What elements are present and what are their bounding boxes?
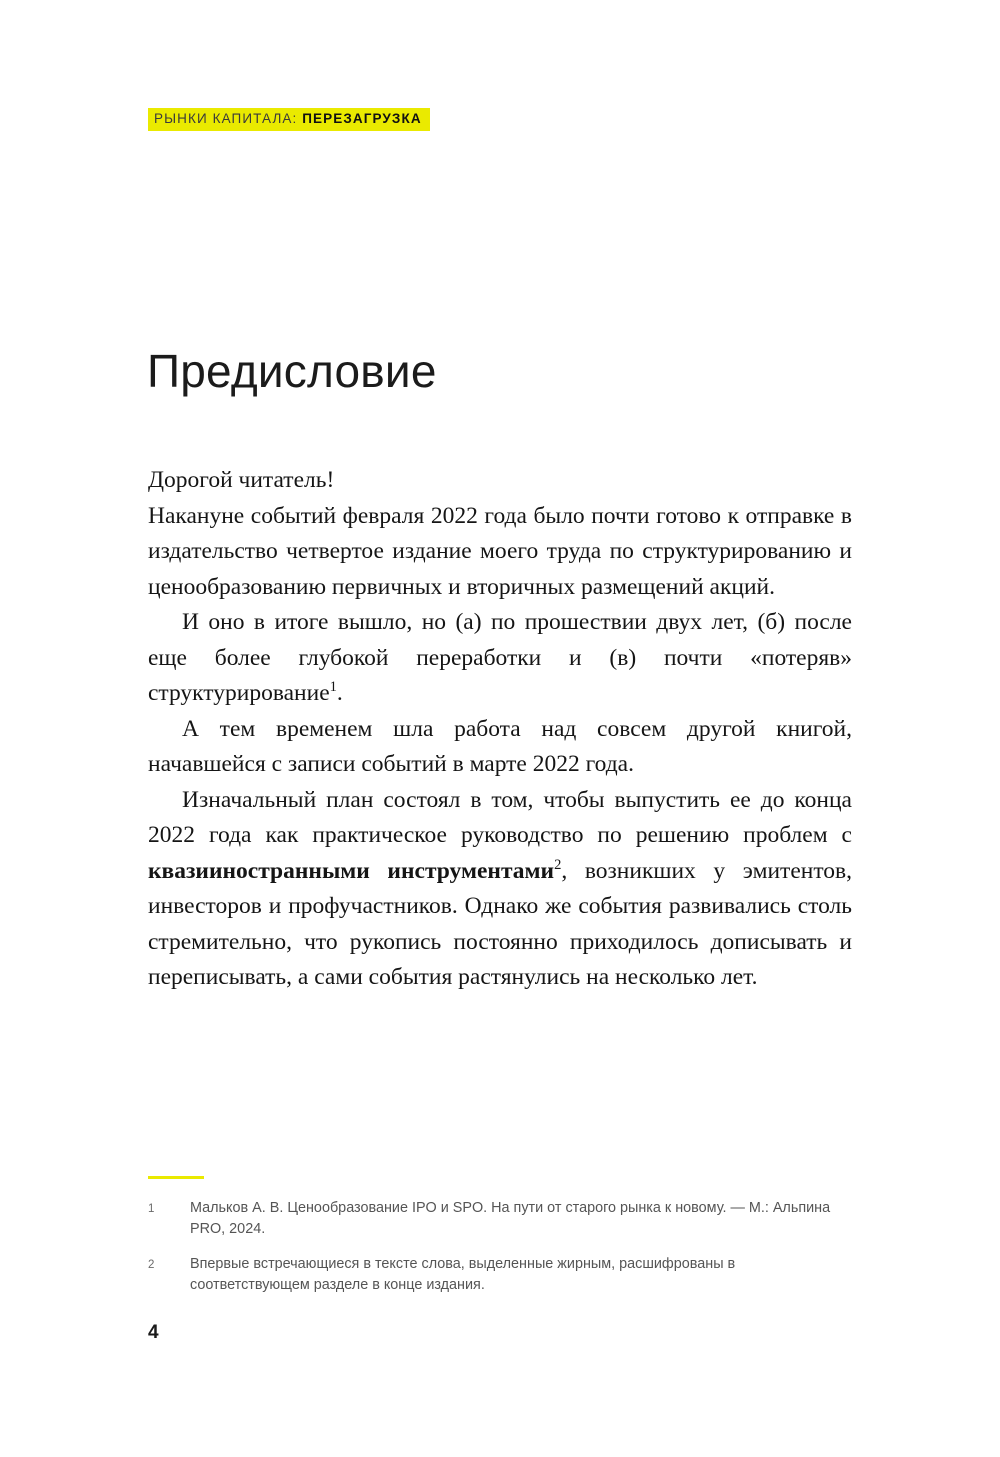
footnote-text: Впервые встречающиеся в тексте слова, выделенные жирным, расшифрованы в соответствующем разделе в конце издания. bbox=[190, 1256, 736, 1293]
body-text bbox=[148, 463, 852, 996]
page-number: 4 bbox=[148, 1322, 159, 1343]
paragraph-2-tail: . bbox=[336, 680, 343, 706]
paragraph-4-tail: , возникших у эмитентов, инвесторов и профучастников. Однако же события развивались столь стремительно, что рукопись постоянно приходилось дописывать и переписывать, а сами события растянулись на несколько лет. bbox=[148, 857, 853, 990]
running-head-strong: ПЕРЕЗАГРУЗКА bbox=[302, 111, 422, 126]
footnote-ref-2[interactable]: 2 bbox=[554, 856, 562, 873]
paragraph-3: А тем временем шла работа над совсем другой книгой, начавшейся с записи событий в марте 2022 года. bbox=[148, 715, 852, 777]
paragraph-1: Накануне событий февраля 2022 года было почти готово к отправке в издательство четвертое издание моего труда по структурированию и ценообразованию первичных и вторичных размещений акций. bbox=[148, 502, 852, 600]
paragraph-4-text: Изначальный план состоял в том, чтобы выпустить ее до конца 2022 года как практическое руководство по решению проблем с bbox=[148, 786, 852, 848]
footnote-marker: 1 bbox=[148, 1203, 155, 1215]
footnote-list bbox=[148, 1198, 854, 1310]
paragraph-2 bbox=[148, 605, 852, 712]
running-head-prefix: РЫНКИ КАПИТАЛА: bbox=[154, 111, 303, 126]
running-head bbox=[148, 108, 430, 131]
paragraph-4-bold-term: квазииностранными инструментами bbox=[148, 857, 555, 884]
footnote-ref-1[interactable]: 1 bbox=[329, 679, 337, 696]
page-title: Предисловие bbox=[147, 345, 437, 397]
footnote-text: Мальков А. В. Ценообразование IPO и SPO. На пути от старого рынка к новому. — М.: Альпина PRO, 2024. bbox=[190, 1200, 831, 1237]
footnote-item bbox=[148, 1198, 854, 1240]
greeting-line: Дорогой читатель! bbox=[148, 467, 335, 493]
paragraph-2-text: И оно в итоге вышло, но (а) по прошествии двух лет, (б) после еще более глубокой переработки и (в) почти «потеряв» структурирование bbox=[148, 609, 852, 706]
footnote-item bbox=[148, 1254, 854, 1296]
footnote-marker: 2 bbox=[148, 1259, 155, 1271]
paragraph-4 bbox=[148, 783, 852, 996]
footnote-separator bbox=[148, 1176, 204, 1179]
